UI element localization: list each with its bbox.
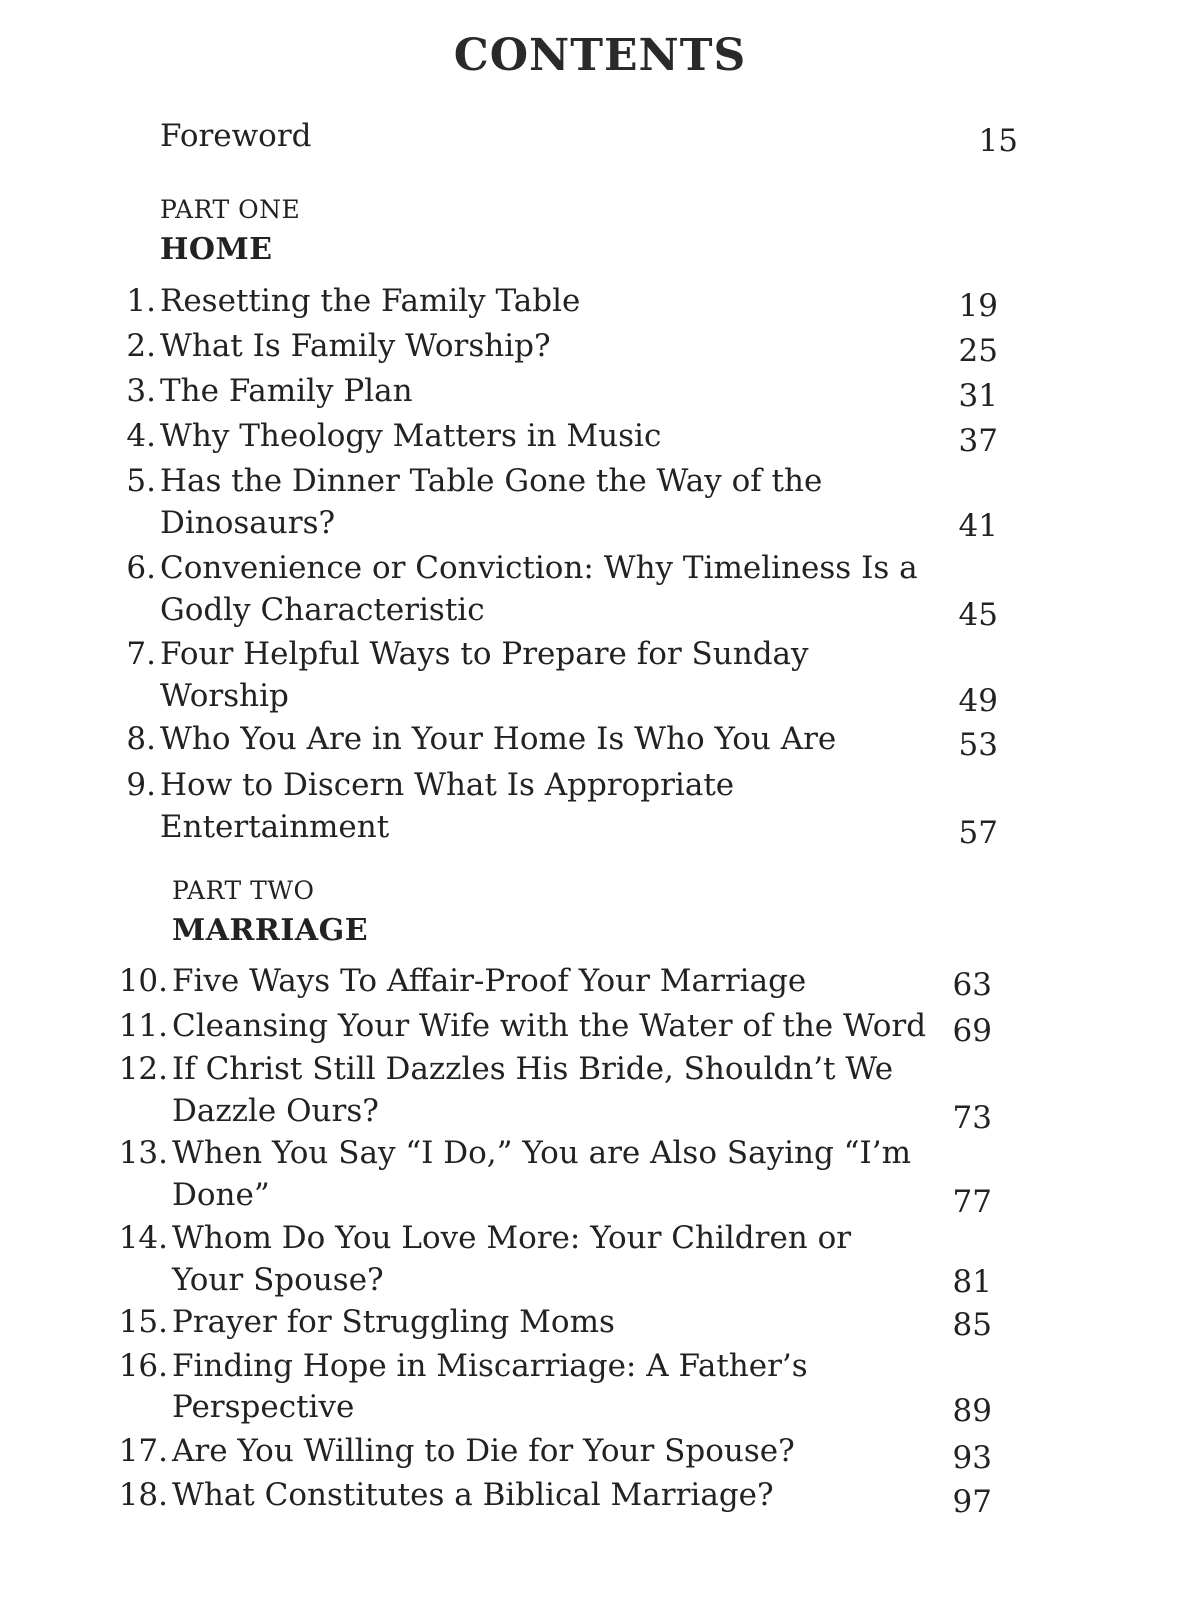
toc-entry-17 bbox=[118, 1430, 795, 1472]
chapter-title: Resetting the Family Table bbox=[160, 283, 581, 319]
toc-entry-18 bbox=[118, 1474, 774, 1516]
chapter-title-continued: Godly Characteristic bbox=[160, 592, 485, 628]
chapter-number: 16. bbox=[118, 1348, 168, 1384]
chapter-number: 5. bbox=[126, 463, 156, 499]
chapter-title: Why Theology Matters in Music bbox=[160, 418, 662, 454]
toc-entry-16 bbox=[118, 1345, 808, 1387]
toc-entry-11 bbox=[118, 1005, 927, 1047]
chapter-number: 14. bbox=[118, 1220, 168, 1256]
toc-entry-4 bbox=[126, 415, 662, 457]
chapter-number: 13. bbox=[118, 1135, 168, 1171]
toc-entry-6 bbox=[126, 547, 918, 589]
chapter-title-continued: Perspective bbox=[172, 1389, 355, 1425]
foreword-title: Foreword bbox=[160, 118, 312, 154]
chapter-title-continued: Done” bbox=[172, 1177, 270, 1213]
chapter-number: 4. bbox=[126, 418, 156, 454]
chapter-page-16: 89 bbox=[952, 1393, 992, 1429]
chapter-page-13: 77 bbox=[952, 1184, 992, 1220]
chapter-title-continued: Entertainment bbox=[160, 809, 390, 845]
chapter-title: Finding Hope in Miscarriage: A Father’s bbox=[172, 1348, 808, 1384]
toc-entry-1 bbox=[126, 280, 581, 322]
chapter-number: 15. bbox=[118, 1304, 168, 1340]
toc-entry-10 bbox=[118, 960, 807, 1002]
part-two-label: PART TWO bbox=[172, 876, 315, 905]
chapter-title: Five Ways To Affair-Proof Your Marriage bbox=[172, 963, 807, 999]
chapter-title: The Family Plan bbox=[160, 373, 413, 409]
foreword-page: 15 bbox=[978, 123, 1018, 159]
chapter-page-4: 37 bbox=[958, 423, 998, 459]
chapter-page-2: 25 bbox=[958, 333, 998, 369]
chapter-page-15: 85 bbox=[952, 1307, 992, 1343]
chapter-number: 9. bbox=[126, 767, 156, 803]
chapter-title: Prayer for Struggling Moms bbox=[172, 1304, 615, 1340]
toc-entry-8 bbox=[126, 718, 837, 760]
chapter-number: 17. bbox=[118, 1433, 168, 1469]
toc-entry-5 bbox=[126, 460, 823, 502]
chapter-page-5: 41 bbox=[958, 508, 998, 544]
toc-entry-2 bbox=[126, 325, 551, 367]
chapter-title: Who You Are in Your Home Is Who You Are bbox=[160, 721, 837, 757]
chapter-title: Whom Do You Love More: Your Children or bbox=[172, 1220, 852, 1256]
part-two-title: MARRIAGE bbox=[172, 913, 369, 948]
chapter-page-10: 63 bbox=[952, 967, 992, 1003]
chapter-number: 6. bbox=[126, 550, 156, 586]
toc-entry-13 bbox=[118, 1132, 911, 1174]
chapter-number: 8. bbox=[126, 721, 156, 757]
chapter-number: 12. bbox=[118, 1051, 168, 1087]
toc-entry-3 bbox=[126, 370, 413, 412]
chapter-title-continued: Your Spouse? bbox=[172, 1262, 384, 1298]
toc-entry-14 bbox=[118, 1217, 852, 1259]
chapter-title: What Is Family Worship? bbox=[160, 328, 551, 364]
chapter-title: Has the Dinner Table Gone the Way of the bbox=[160, 463, 823, 499]
chapter-title: Are You Willing to Die for Your Spouse? bbox=[172, 1433, 795, 1469]
chapter-page-7: 49 bbox=[958, 683, 998, 719]
toc-entry-9 bbox=[126, 764, 735, 806]
chapter-page-8: 53 bbox=[958, 727, 998, 763]
toc-entry-7 bbox=[126, 633, 809, 675]
chapter-title-continued: Dinosaurs? bbox=[160, 505, 336, 541]
chapter-number: 11. bbox=[118, 1008, 168, 1044]
chapter-title: Four Helpful Ways to Prepare for Sunday bbox=[160, 636, 809, 672]
chapter-page-11: 69 bbox=[952, 1013, 992, 1049]
chapter-page-14: 81 bbox=[952, 1264, 992, 1300]
page-title: CONTENTS bbox=[453, 30, 747, 81]
chapter-page-12: 73 bbox=[952, 1100, 992, 1136]
chapter-title: Cleansing Your Wife with the Water of the Word bbox=[172, 1008, 927, 1044]
chapter-number: 7. bbox=[126, 636, 156, 672]
chapter-number: 3. bbox=[126, 373, 156, 409]
part-one-label: PART ONE bbox=[160, 195, 301, 224]
chapter-number: 2. bbox=[126, 328, 156, 364]
chapter-title: When You Say “I Do,” You are Also Saying “I’m bbox=[172, 1135, 911, 1171]
chapter-title: Convenience or Conviction: Why Timeliness Is a bbox=[160, 550, 918, 586]
chapter-title: If Christ Still Dazzles His Bride, Shouldn’t We bbox=[172, 1051, 894, 1087]
chapter-title-continued: Worship bbox=[160, 678, 289, 714]
chapter-title: How to Discern What Is Appropriate bbox=[160, 767, 735, 803]
chapter-title: What Constitutes a Biblical Marriage? bbox=[172, 1477, 774, 1513]
chapter-page-3: 31 bbox=[958, 378, 998, 414]
toc-entry-15 bbox=[118, 1301, 615, 1343]
chapter-page-9: 57 bbox=[958, 815, 998, 851]
chapter-number: 10. bbox=[118, 963, 168, 999]
part-one-title: HOME bbox=[160, 232, 273, 267]
chapter-page-18: 97 bbox=[952, 1484, 992, 1520]
chapter-number: 18. bbox=[118, 1477, 168, 1513]
chapter-title-continued: Dazzle Ours? bbox=[172, 1093, 379, 1129]
chapter-page-17: 93 bbox=[952, 1440, 992, 1476]
chapter-page-6: 45 bbox=[958, 597, 998, 633]
chapter-number: 1. bbox=[126, 283, 156, 319]
toc-entry-12 bbox=[118, 1048, 894, 1090]
chapter-page-1: 19 bbox=[958, 288, 998, 324]
